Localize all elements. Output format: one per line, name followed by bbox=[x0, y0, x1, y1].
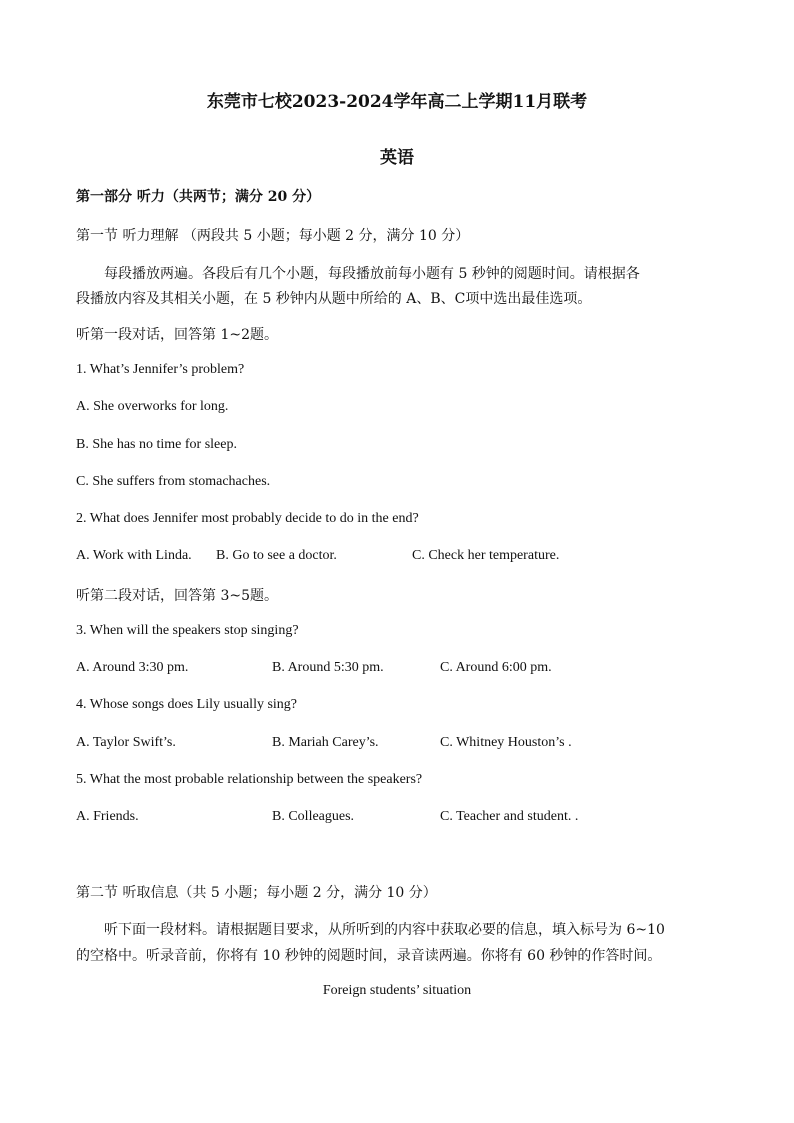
question-4-option-a: A. Taylor Swift’s. bbox=[76, 735, 176, 750]
section2-instructions-line2: 的空格中。听录音前，你将有 10 秒钟的阅题时间，录音读两遍。你将有 60 秒钟的作答时间。 bbox=[76, 948, 662, 964]
table-title: Foreign students’ situation bbox=[322, 983, 472, 998]
section1-heading: 第一节 听力理解 （两段共 5 小题；每小题 2 分，满分 10 分） bbox=[76, 228, 470, 244]
dialogue2-prompt: 听第二段对话，回答第 3~5题。 bbox=[76, 588, 278, 604]
question-1: 1. What’s Jennifer’s problem? bbox=[76, 362, 245, 377]
question-4-option-b: B. Mariah Carey’s. bbox=[272, 735, 379, 750]
question-5-option-c: C. Teacher and student. . bbox=[440, 809, 579, 824]
question-1-option-c: C. She suffers from stomachaches. bbox=[76, 474, 271, 489]
question-5-option-a: A. Friends. bbox=[76, 809, 139, 824]
question-3-option-a: A. Around 3:30 pm. bbox=[76, 660, 189, 675]
question-4-option-c: C. Whitney Houston’s . bbox=[440, 735, 572, 750]
instructions-line1: 每段播放两遍。各段后有几个小题，每段播放前每小题有 5 秒钟的阅题时间。请根据各 bbox=[104, 266, 640, 282]
part1-heading: 第一部分 听力（共两节；满分 20 分） bbox=[76, 189, 321, 205]
question-2: 2. What does Jennifer most probably decide to do in the end? bbox=[76, 511, 419, 526]
question-5-option-b: B. Colleagues. bbox=[272, 809, 355, 824]
question-5: 5. What the most probable relationship between the speakers? bbox=[76, 772, 423, 787]
dialogue1-prompt: 听第一段对话，回答第 1~2题。 bbox=[76, 327, 278, 343]
question-1-option-a: A. She overworks for long. bbox=[76, 399, 229, 414]
question-2-option-c: C. Check her temperature. bbox=[412, 548, 560, 563]
question-3-option-c: C. Around 6:00 pm. bbox=[440, 660, 552, 675]
question-2-option-b: B. Go to see a doctor. bbox=[216, 548, 337, 563]
section2-heading: 第二节 听取信息（共 5 小题；每小题 2 分，满分 10 分） bbox=[76, 885, 437, 901]
question-1-option-b: B. She has no time for sleep. bbox=[76, 437, 237, 452]
exam-title: 东莞市七校2023-2024学年高二上学期11月联考 bbox=[206, 92, 588, 112]
instructions-line2: 段播放内容及其相关小题，在 5 秒钟内从题中所给的 A、B、C项中选出最佳选项。 bbox=[76, 291, 592, 307]
section2-instructions-line1: 听下面一段材料。请根据题目要求，从所听到的内容中获取必要的信息，填入标号为 6~10 bbox=[104, 922, 665, 938]
subject-title: 英语 bbox=[380, 148, 414, 168]
question-3-option-b: B. Around 5:30 pm. bbox=[272, 660, 384, 675]
question-3: 3. When will the speakers stop singing? bbox=[76, 623, 299, 638]
question-4: 4. Whose songs does Lily usually sing? bbox=[76, 697, 298, 712]
question-2-option-a: A. Work with Linda. bbox=[76, 548, 192, 563]
